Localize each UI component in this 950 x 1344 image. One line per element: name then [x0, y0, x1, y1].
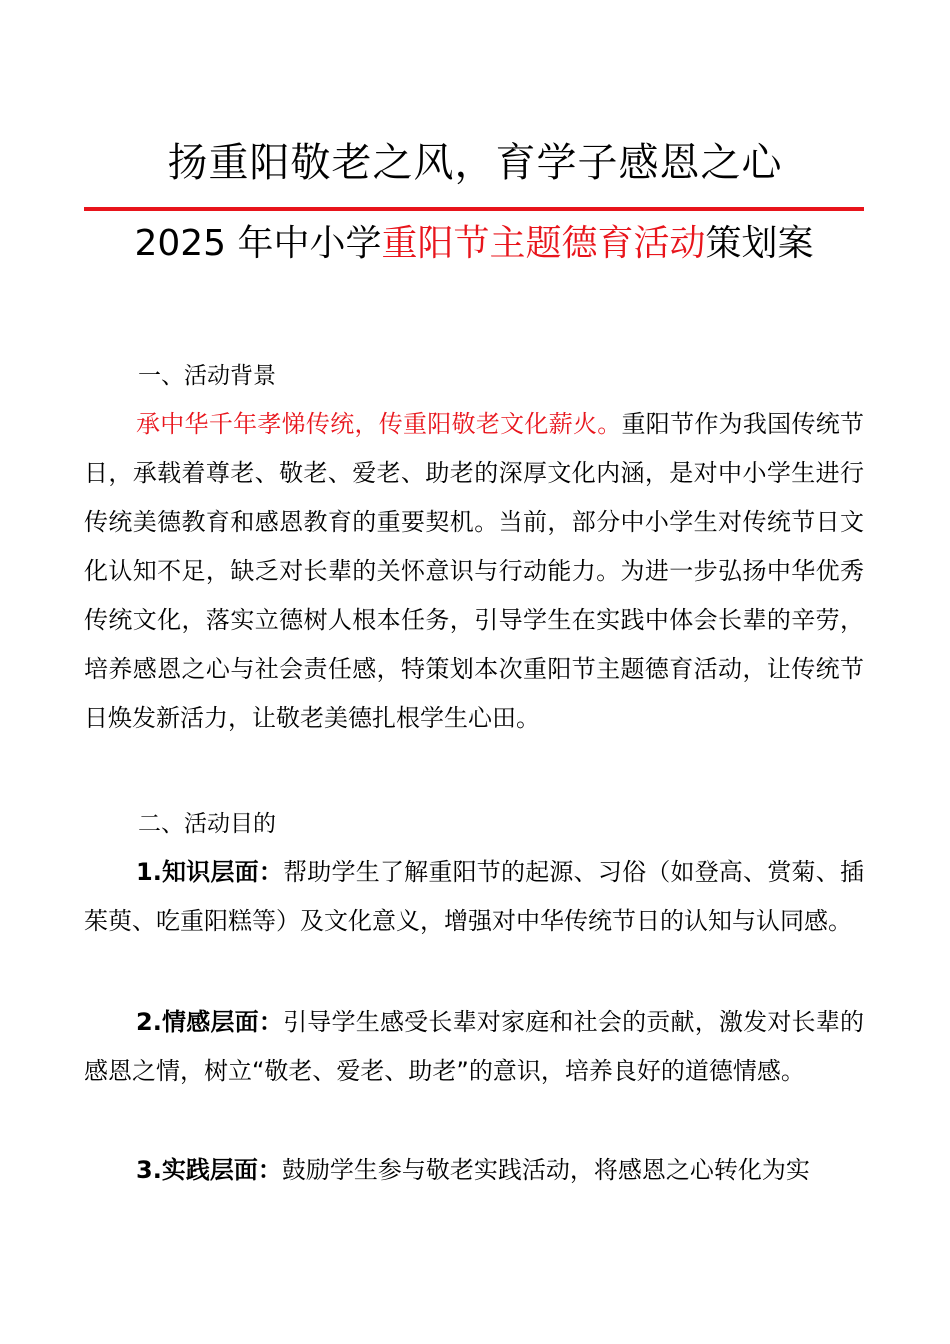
objective-text: 鼓励学生参与敬老实践活动，将感恩之心转化为实: [281, 1156, 810, 1184]
subtitle-highlight: 重阳节主题德育活动: [381, 223, 706, 264]
subtitle-prefix: 2025 年中小学: [134, 223, 382, 264]
document-subtitle: [84, 210, 864, 278]
objective-text: 帮助学生了解重阳节的起源、习俗（如登高、赏菊、插茱萸、吃重阳糕等）及文化意义，增强对中华传统节日的认知与认同感。: [84, 858, 864, 935]
section-heading-background: 一、活动背景: [138, 363, 276, 389]
objective-text: 引导学生感受长辈对家庭和社会的贡献，激发对长辈的感恩之情，树立“敬老、爱老、助老”的意识，培养良好的道德情感。: [84, 1008, 864, 1085]
background-lead-sentence: 承中华千年孝悌传统，传重阳敬老文化薪火。: [136, 410, 622, 438]
document-title: 扬重阳敬老之风，育学子感恩之心: [167, 140, 783, 186]
objective-item-emotion: [84, 998, 864, 1096]
objective-label: 2.情感层面：: [136, 1008, 284, 1036]
background-paragraph: [84, 400, 864, 743]
background-body-text: 重阳节作为我国传统节日，承载着尊老、敬老、爱老、助老的深厚文化内涵，是对中小学生进行传统美德教育和感恩教育的重要契机。当前，部分中小学生对传统节日文化认知不足，缺乏对长辈的关怀意识与行动能力。为进一步弘扬中华优秀传统文化，落实立德树人根本任务，引导学生在实践中体会长辈的辛劳，培养感恩之心与社会责任感，特策划本次重阳节主题德育活动，让传统节日焕发新活力，让敬老美德扎根学生心田。: [84, 410, 864, 732]
objective-label: 1.知识层面：: [136, 858, 284, 886]
subtitle-suffix: 策划案: [705, 223, 814, 264]
objective-item-knowledge: [84, 848, 864, 946]
objective-item-practice: [84, 1146, 864, 1195]
section-heading-objectives: 二、活动目的: [138, 811, 276, 837]
objective-label: 3.实践层面：: [136, 1156, 282, 1184]
